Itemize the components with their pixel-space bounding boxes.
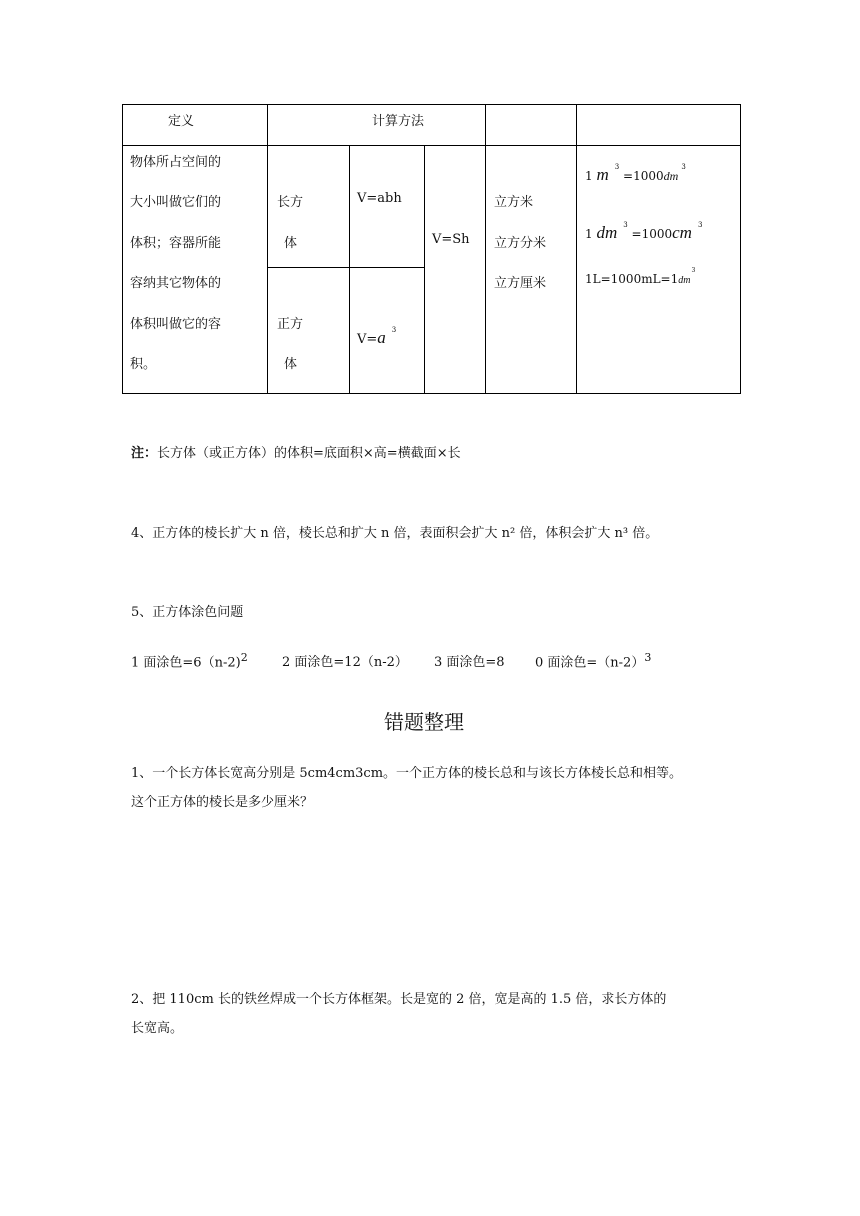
definition-line: 体积；容器所能 [130, 236, 222, 251]
general-formula: V=Sh [432, 232, 470, 247]
cube-formula: V=a $^3$ [357, 325, 397, 347]
definition-line: 体积叫做它的容 [130, 317, 222, 332]
header-method: 计算方法 [372, 114, 425, 129]
table-col-divider [424, 145, 425, 394]
table-border-left [122, 104, 123, 394]
table-col-divider [267, 104, 268, 394]
note-label: 注： [131, 446, 158, 461]
table-border-bottom [122, 393, 741, 394]
item-4: 4、正方体的棱长扩大 n 倍，棱长总和扩大 n 倍，表面积会扩大 n² 倍，体积会扩大 n³ 倍。 [131, 526, 659, 541]
section-title: 错题整理 [384, 710, 464, 734]
cuboid-label: 体 [284, 236, 298, 251]
question-1-line: 1、一个长方体长宽高分别是 5cm4cm3cm。一个正方体的棱长总和与该长方体棱长总和相等。 [131, 766, 683, 781]
header-definition: 定义 [168, 114, 195, 129]
note-text: 长方体（或正方体）的体积=底面积×高=横截面×长 [157, 446, 461, 461]
cuboid-formula: V=abh [357, 191, 402, 206]
cuboid-label: 长方 [277, 195, 304, 210]
unit-label: 立方分米 [494, 236, 547, 251]
cube-label: 体 [284, 357, 298, 372]
table-border-top [122, 104, 741, 105]
table-border-right [740, 104, 741, 394]
paint-one-face: 1 面涂色=6（n-2)$^2$ [131, 651, 248, 671]
conversion-m3-dm3: 1 m $^3 =1000dm^3$ [585, 163, 686, 184]
table-col-divider [576, 104, 577, 394]
paint-three-faces: 3 面涂色=8 [434, 655, 505, 670]
conversion-liter: $1L=1000mL=1dm^3$ [585, 267, 696, 286]
table-header-divider [122, 145, 741, 146]
definition-line: 大小叫做它们的 [130, 195, 222, 210]
question-2-line: 2、把 110cm 长的铁丝焊成一个长方体框架。长是宽的 2 倍，宽是高的 1.5 倍，求长方体的 [131, 992, 667, 1007]
unit-label: 立方厘米 [494, 276, 547, 291]
unit-label: 立方米 [494, 195, 534, 210]
definition-line: 容纳其它物体的 [130, 276, 222, 291]
conversion-dm3-cm3: 1 dm $^3$ =1000cm $^3$ [585, 221, 703, 242]
definition-line: 物体所占空间的 [130, 155, 222, 170]
question-1-line: 这个正方体的棱长是多少厘米？ [131, 795, 314, 810]
item-5: 5、正方体涂色问题 [131, 605, 244, 620]
note-line [131, 442, 461, 461]
paint-zero-faces: 0 面涂色$=(n-2)^3$ [535, 651, 652, 671]
table-col-divider [349, 145, 350, 394]
question-2-line: 长宽高。 [131, 1021, 184, 1036]
definition-line: 积。 [130, 357, 157, 372]
paint-two-faces: 2 面涂色=12（n-2） [282, 655, 408, 670]
table-row-divider [267, 267, 425, 268]
cube-label: 正方 [277, 317, 304, 332]
table-col-divider [485, 104, 486, 394]
